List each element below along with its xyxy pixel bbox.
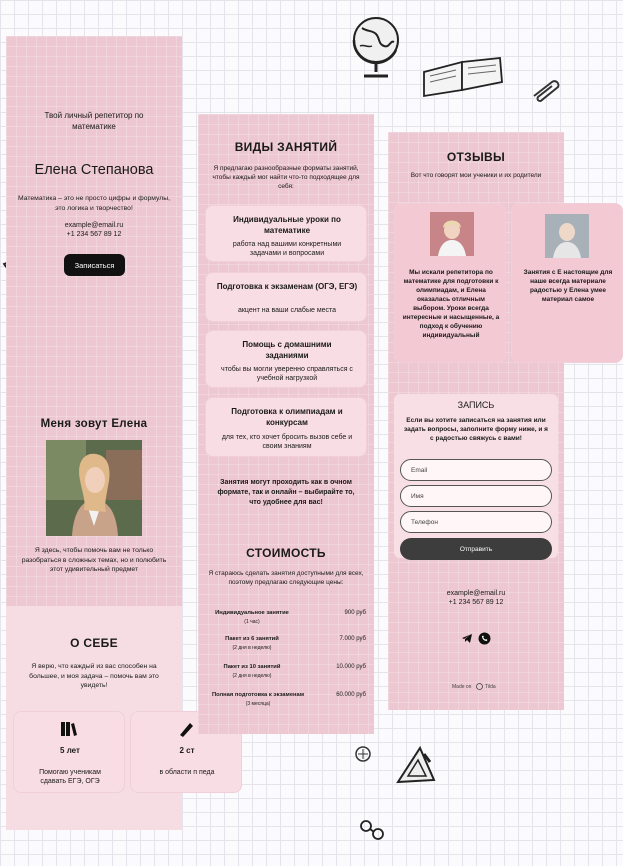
price-row	[198, 610, 374, 632]
formats-note: Занятия могут проходить как в очном формате, так и онлайн – выбирайте то, что удобнее для вас!	[217, 479, 355, 506]
price-value: 60.000 руб	[336, 692, 366, 698]
price-name: Индивидуальное занятие	[215, 610, 289, 616]
stat-text: в области п педа	[159, 769, 215, 776]
types-intro: Я предлагаю разнообразные форматы занятий, чтобы каждый мог найти что-то подходящее для себя:	[212, 165, 360, 190]
price-intro: Я стараюсь сделать занятия доступными для всех, поэтому предлагаю следующие цены:	[208, 570, 364, 586]
compass-icon	[352, 744, 374, 764]
price-row	[198, 636, 374, 658]
price-note: (2 дня в неделю)	[232, 673, 272, 679]
whatsapp-icon[interactable]	[478, 632, 491, 645]
telegram-icon[interactable]	[461, 633, 473, 644]
price-name: Пакет из 6 занятий	[225, 636, 279, 642]
price-value: 900 руб	[344, 610, 366, 616]
pencil-icon	[177, 720, 195, 738]
service-desc: акцент на ваши слабые места	[237, 307, 337, 314]
reviewer-avatar	[545, 214, 589, 258]
tutor-name: Елена Степанова	[34, 162, 154, 178]
service-title: Подготовка к экзаменам (ОГЭ, ЕГЭ)	[216, 282, 358, 291]
service-desc: работа над вашими конкретными задачами и вопросами	[232, 241, 342, 257]
service-card[interactable]	[205, 272, 367, 322]
types-title: ВИДЫ ЗАНЯТИЙ	[234, 140, 338, 154]
reviews-title: ОТЗЫВЫ	[446, 150, 506, 164]
globe-icon	[348, 10, 406, 82]
triangle-ruler-icon	[394, 744, 438, 786]
tilda-brand[interactable]: Tilda	[485, 684, 496, 690]
review-card	[394, 203, 506, 363]
price-note: (2 дня в неделю)	[232, 645, 272, 651]
review-text: Занятия с Е настоящие для наше всегда материале радостью у Елена умее материал самое	[523, 269, 613, 303]
reviewer-avatar	[430, 212, 474, 256]
service-title: Подготовка к олимпиадам и конкурсам	[231, 407, 343, 427]
about-text: Я верю, что каждый из вас способен на большее, и моя задача – помочь вам это увидеть!	[29, 663, 159, 689]
service-title: Индивидуальные уроки по математике	[233, 215, 341, 235]
signup-button[interactable]: Записаться	[64, 254, 125, 276]
price-row	[198, 664, 374, 686]
form-title: ЗАПИСЬ	[457, 400, 495, 410]
form-text: Если вы хотите записаться на занятия или задать вопросы, заполните форму ниже, и я с радостью свяжусь с вами!	[404, 417, 548, 442]
price-name: Полная подготовка к экзаменам	[211, 692, 305, 698]
service-title: Помощь с домашними заданиями	[242, 340, 332, 360]
price-note: (1 час)	[244, 619, 260, 625]
stat-value: 2 ст	[179, 746, 195, 755]
stat-card	[13, 711, 125, 793]
about-title: О СЕБЕ	[70, 636, 118, 650]
contact-email[interactable]: example@email.ru	[64, 222, 124, 229]
services-panel	[198, 114, 374, 734]
tagline: Твой личный репетитор по математике	[44, 111, 144, 131]
tutor-photo	[46, 440, 142, 536]
glasses-icon	[358, 814, 388, 844]
footer-email[interactable]: example@email.ru	[446, 590, 506, 597]
books-icon	[60, 720, 78, 738]
contact-phone[interactable]: +1 234 567 89 12	[66, 231, 122, 238]
price-name: Пакет из 10 занятий	[223, 664, 281, 670]
price-row	[198, 692, 374, 714]
motto: Математика – это не просто цифры и формулы, это логика и творчество!	[17, 195, 171, 212]
tilda-logo-icon	[476, 683, 483, 690]
phone-field[interactable]: Телефон	[400, 511, 552, 533]
stat-text: Помогаю ученикам сдавать ЕГЭ, ОГЭ	[39, 769, 101, 785]
price-note: (3 месяца)	[245, 701, 271, 707]
intro-text: Я здесь, чтобы помочь вам не только разобраться в сложных темах, но и полюбить этот удивительный предмет	[21, 547, 167, 573]
review-text: Мы искали репетитора по математике для подготовки к олимпиадам, и Елена оказалась отличным выбором. Уроки всегда интересные и насыщенные, а подход к обучению индивидуальный	[402, 269, 500, 339]
submit-button[interactable]: Отправить	[400, 538, 552, 560]
service-desc: чтобы вы могли уверенно справляться с учебной нагрузкой	[221, 366, 353, 382]
service-card[interactable]	[205, 397, 367, 457]
service-desc: для тех, кто хочет бросить вызов себе и своим знаниям	[221, 434, 353, 450]
service-card[interactable]	[205, 330, 367, 388]
hero-panel	[6, 36, 215, 830]
made-on-label: Made on	[452, 684, 472, 690]
price-title: СТОИМОСТЬ	[246, 546, 326, 560]
open-book-icon	[420, 52, 506, 102]
stat-value: 5 лет	[60, 746, 80, 755]
email-field[interactable]: Email	[400, 459, 552, 481]
footer-phone[interactable]: +1 234 567 89 12	[448, 599, 504, 606]
name-field[interactable]: Имя	[400, 485, 552, 507]
service-card[interactable]	[205, 205, 367, 262]
reviews-panel	[388, 132, 613, 710]
paperclip-icon	[530, 76, 564, 102]
reviews-intro: Вот что говорят мои ученики и их родители	[410, 172, 542, 179]
price-value: 7.000 руб	[339, 636, 366, 642]
intro-title: Меня зовут Елена	[40, 418, 148, 430]
price-value: 10.000 руб	[336, 664, 366, 670]
review-card	[511, 203, 623, 363]
